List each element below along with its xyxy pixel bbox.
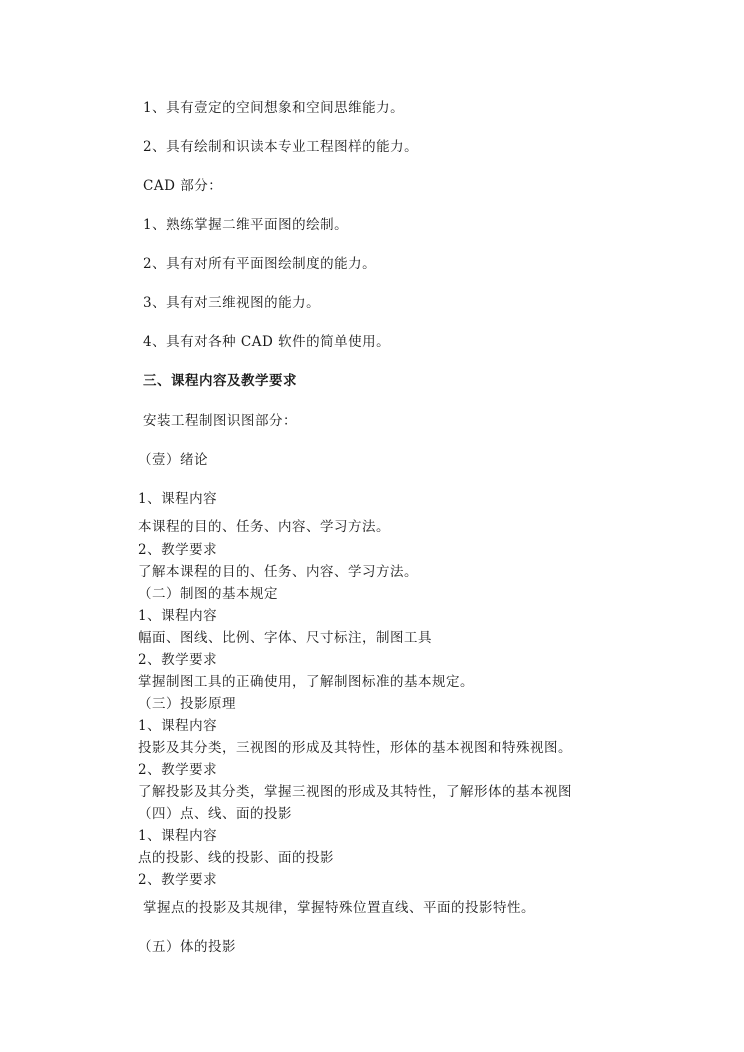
text-line: 投影及其分类，三视图的形成及其特性，形体的基本视图和特殊视图。 <box>138 740 572 756</box>
text-line: 2、具有绘制和识读本专业工程图样的能力。 <box>143 139 419 155</box>
text-line: CAD 部分： <box>143 178 223 194</box>
text-line: （壹）绪论 <box>138 452 208 468</box>
section-heading: 三、课程内容及教学要求 <box>143 373 297 389</box>
text-line: 了解本课程的目的、任务、内容、学习方法。 <box>138 564 418 580</box>
text-line: 2、教学要求 <box>138 652 218 668</box>
text-line: （三）投影原理 <box>138 696 236 712</box>
text-line: 2、教学要求 <box>138 542 218 558</box>
text-line: 1、课程内容 <box>138 828 218 844</box>
text-line: （二）制图的基本规定 <box>138 586 278 602</box>
text-line: 本课程的目的、任务、内容、学习方法。 <box>138 519 390 535</box>
text-line: 点的投影、线的投影、面的投影 <box>138 850 334 866</box>
text-line: 安装工程制图识图部分： <box>143 413 297 429</box>
text-line: 1、具有壹定的空间想象和空间思维能力。 <box>143 100 405 116</box>
text-line: （四）点、线、面的投影 <box>138 806 292 822</box>
text-line: 1、课程内容 <box>138 608 218 624</box>
text-line: （五）体的投影 <box>138 939 236 955</box>
text-line: 1、课程内容 <box>138 491 218 507</box>
text-line: 了解投影及其分类，掌握三视图的形成及其特性，了解形体的基本视图 <box>138 784 572 800</box>
text-line: 掌握制图工具的正确使用，了解制图标准的基本规定。 <box>138 674 474 690</box>
text-line: 掌握点的投影及其规律，掌握特殊位置直线、平面的投影特性。 <box>143 900 535 916</box>
text-line: 3、具有对三维视图的能力。 <box>143 295 321 311</box>
text-line: 2、教学要求 <box>138 872 218 888</box>
text-line: 幅面、图线、比例、字体、尺寸标注，制图工具 <box>138 630 432 646</box>
text-line: 1、熟练掌握二维平面图的绘制。 <box>143 217 349 233</box>
text-line: 1、课程内容 <box>138 718 218 734</box>
text-line: 4、具有对各种 CAD 软件的简单使用。 <box>143 334 391 350</box>
text-line: 2、具有对所有平面图绘制度的能力。 <box>143 256 377 272</box>
text-line: 2、教学要求 <box>138 762 218 778</box>
